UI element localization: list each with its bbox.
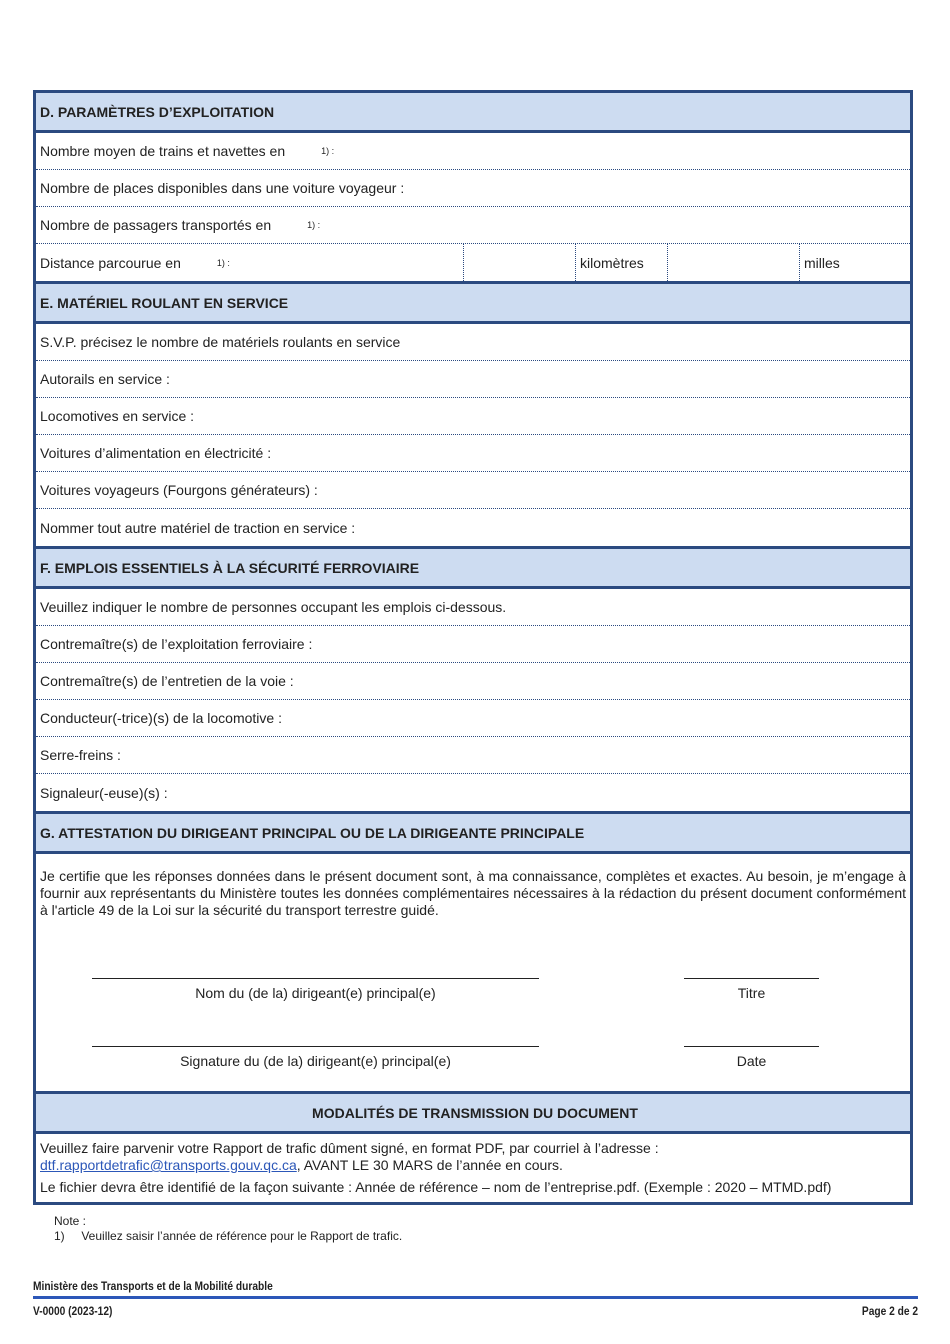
- label: Veuillez indiquer le nombre de personnes occupant les emplois ci-dessous.: [40, 599, 507, 615]
- row-trains: [36, 133, 910, 170]
- label: Signaleur(-euse)(s) :: [40, 784, 168, 801]
- km-input[interactable]: [474, 244, 575, 281]
- label: Contremaître(s) de l’exploitation ferroviaire :: [40, 636, 313, 652]
- footnote-ref: 1) :: [216, 257, 230, 268]
- label: Nombre de places disponibles dans une voiture voyageur :: [40, 180, 405, 196]
- row-autorails: [36, 361, 910, 398]
- row-passagers: [36, 207, 910, 244]
- transmission-line3: Le fichier devra être identifié de la façon suivante : Année de référence – nom de l’entreprise.pdf. (Exemple : 2020 – MTMD.pdf): [40, 1179, 832, 1195]
- row-distance: [36, 244, 910, 281]
- section-g-header: G. ATTESTATION DU DIRIGEANT PRINCIPAL OU DE LA DIRIGEANTE PRINCIPALE: [36, 811, 910, 854]
- transmission-line2: , AVANT LE 30 MARS de l’année en cours.: [296, 1157, 563, 1173]
- label: S.V.P. précisez le nombre de matériels roulants en service: [40, 334, 401, 350]
- row-voyageurs: [36, 472, 910, 509]
- row-signaleur: [36, 774, 910, 811]
- note-item: 1) Veuillez saisir l’année de référence pour le Rapport de trafic.: [54, 1229, 403, 1243]
- row-contremaitre-voie: [36, 663, 910, 700]
- page-number: Page 2 de 2: [861, 1304, 918, 1318]
- label: Serre-freins :: [40, 747, 121, 763]
- label: Voitures voyageurs (Fourgons générateurs) :: [40, 482, 318, 498]
- label: Nommer tout autre matériel de traction en service :: [40, 519, 356, 536]
- label: Contremaître(s) de l’entretien de la voie :: [40, 673, 294, 689]
- alimentation-input[interactable]: [277, 435, 910, 471]
- form-code: V-0000 (2023-12): [33, 1304, 113, 1318]
- label: Distance parcourue en: [40, 254, 181, 271]
- row-autre: [36, 509, 910, 546]
- row-serre-freins: [36, 737, 910, 774]
- label: Nombre moyen de trains et navettes en: [40, 143, 286, 159]
- transmission-header: MODALITÉS DE TRANSMISSION DU DOCUMENT: [36, 1091, 910, 1134]
- label: Autorails en service :: [40, 371, 170, 387]
- section-d-header: D. PARAMÈTRES D’EXPLOITATION: [36, 90, 910, 133]
- label: Voitures d’alimentation en électricité :: [40, 445, 272, 461]
- trains-input[interactable]: [340, 133, 910, 169]
- signaleur-input[interactable]: [174, 774, 910, 811]
- ministry-name: Ministère des Transports et de la Mobilité durable: [33, 1279, 273, 1293]
- attestation-body: [36, 854, 910, 1091]
- footer-divider: [33, 1296, 918, 1299]
- title-line[interactable]: Titre: [684, 978, 819, 1001]
- contremaitre-voie-input[interactable]: [300, 663, 910, 699]
- footnote-ref: 1) :: [321, 146, 335, 156]
- row-alimentation: [36, 435, 910, 472]
- unit-miles: milles: [799, 244, 910, 281]
- name-signature-line[interactable]: Nom du (de la) dirigeant(e) principal(e): [92, 978, 539, 1001]
- row-places: [36, 170, 910, 207]
- section-f-header: F. EMPLOIS ESSENTIELS À LA SÉCURITÉ FERROVIAIRE: [36, 546, 910, 589]
- serre-freins-input[interactable]: [127, 737, 910, 773]
- section-e-header: E. MATÉRIEL ROULANT EN SERVICE: [36, 281, 910, 324]
- unit-km: kilomètres: [575, 244, 667, 281]
- autorails-input[interactable]: [176, 361, 910, 397]
- label: Conducteur(-trice)(s) de la locomotive :: [40, 710, 282, 726]
- row-locomotives: [36, 398, 910, 435]
- contremaitre-exploitation-input[interactable]: [318, 626, 910, 662]
- year-input[interactable]: [236, 244, 463, 281]
- transmission-body: [36, 1134, 910, 1202]
- email-link[interactable]: dtf.rapportdetrafic@transports.gouv.qc.ca: [40, 1157, 297, 1173]
- attestation-text: Je certifie que les réponses données dans le présent document sont, à ma connaissance, complètes et exactes. Au besoin, je m’engage à fournir aux représentants du Ministère toutes les données complémentaires nécessaires à la rédaction du présent document conformément à l'article 49 de la Loi sur la sécurité du transport terrestre guidé.: [40, 868, 906, 918]
- note: [54, 1214, 402, 1244]
- places-input[interactable]: [410, 170, 910, 206]
- miles-input[interactable]: [678, 244, 799, 281]
- form: [33, 90, 913, 1205]
- footnote-ref: 1) :: [307, 220, 321, 230]
- signature-line[interactable]: Signature du (de la) dirigeant(e) principal(e): [92, 1046, 539, 1069]
- row-contremaitre-exploitation: [36, 626, 910, 663]
- autre-input[interactable]: [361, 509, 910, 546]
- row-conducteur: [36, 700, 910, 737]
- transmission-line1: Veuillez faire parvenir votre Rapport de trafic dûment signé, en format PDF, par courriel à l’adresse :: [40, 1140, 659, 1156]
- voyageurs-input[interactable]: [324, 472, 910, 508]
- conducteur-input[interactable]: [288, 700, 910, 736]
- locomotives-input[interactable]: [200, 398, 910, 434]
- note-label: Note :: [54, 1214, 87, 1228]
- row-e-intro: [36, 324, 910, 361]
- passagers-input[interactable]: [326, 207, 910, 243]
- label: Locomotives en service :: [40, 408, 195, 424]
- label: Nombre de passagers transportés en: [40, 217, 272, 233]
- date-line[interactable]: Date: [684, 1046, 819, 1069]
- row-f-intro: [36, 589, 910, 626]
